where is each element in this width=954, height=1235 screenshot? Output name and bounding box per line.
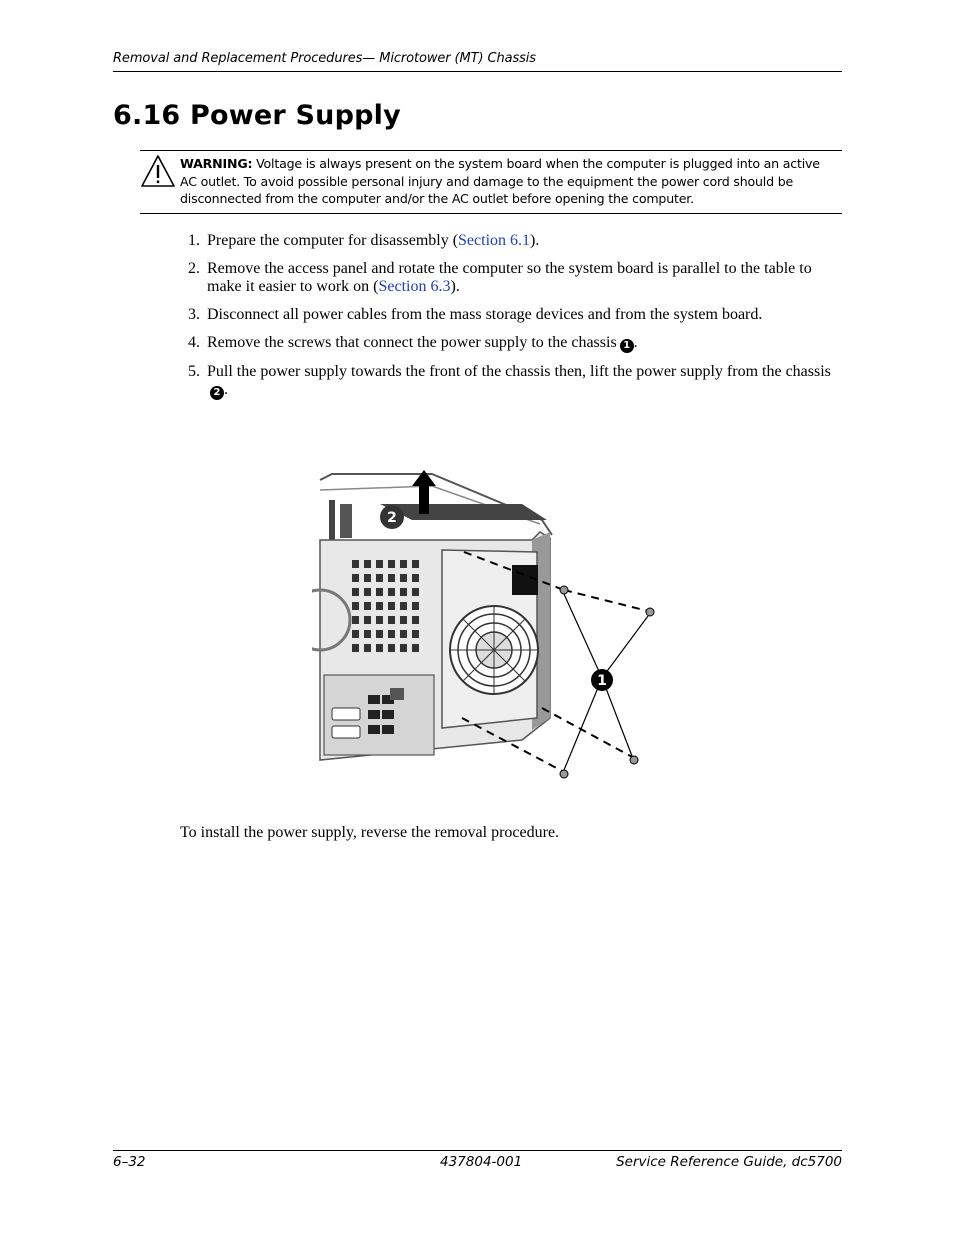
figure-callout-1 [591, 669, 613, 691]
page-number: 6–32 [113, 1154, 146, 1170]
callout-1-badge: 1 [620, 339, 634, 353]
section-title: 6.16 Power Supply [113, 100, 401, 131]
step-text: Prepare the computer for disassembly ( [207, 232, 459, 249]
warning-bottom-rule [140, 213, 842, 214]
warning-label: WARNING: [180, 156, 253, 171]
procedure-steps [188, 232, 842, 410]
warning-text [180, 155, 820, 208]
step-number: 2. [188, 260, 200, 277]
step-text: Disconnect all power cables from the mass storage devices and from the system board. [207, 306, 763, 323]
svg-text:2: 2 [387, 510, 397, 526]
step-5 [188, 363, 842, 400]
step-text-end: ). [530, 232, 540, 249]
step-4 [188, 334, 842, 353]
step-text-end: . [633, 334, 638, 351]
guide-title: Service Reference Guide, dc5700 [616, 1154, 842, 1170]
running-head: Removal and Replacement Procedures— Microtower (MT) Chassis [113, 51, 536, 66]
figure-callout-2 [380, 505, 404, 529]
warning-top-rule [140, 150, 842, 151]
step-3 [188, 306, 842, 324]
step-1 [188, 232, 842, 250]
section-6-1-link[interactable]: Section 6.1 [458, 232, 531, 249]
step-text: Pull the power supply towards the front of the chassis then, lift the power supply from the chassis [207, 363, 831, 380]
header-rule [113, 71, 842, 72]
step-number: 5. [188, 363, 200, 380]
step-text-end: . [224, 381, 228, 398]
footer-rule [113, 1150, 842, 1151]
step-2 [188, 260, 842, 296]
install-note: To install the power supply, reverse the removal procedure. [180, 824, 560, 841]
power-supply-illustration [312, 460, 662, 790]
step-text-end: ). [450, 278, 460, 295]
callout-2-badge: 2 [210, 386, 224, 400]
step-text: Remove the screws that connect the power supply to the chassis [207, 334, 617, 351]
section-6-3-link[interactable]: Section 6.3 [378, 278, 451, 295]
step-number: 4. [188, 334, 200, 351]
step-text: Remove the access panel and rotate the computer so the system board is parallel to the table to make it easier to work on ( [207, 260, 812, 295]
svg-text:1: 1 [597, 673, 607, 689]
step-number: 3. [188, 306, 200, 323]
warning-body: Voltage is always present on the system board when the computer is plugged into an active AC outlet. To avoid possible personal injury and damage to the equipment the power cord should be disconnected from the computer and/or the AC outlet before opening the computer. [180, 156, 820, 206]
warning-triangle-icon [140, 154, 176, 188]
part-number: 437804-001 [440, 1154, 523, 1170]
step-number: 1. [188, 232, 200, 249]
